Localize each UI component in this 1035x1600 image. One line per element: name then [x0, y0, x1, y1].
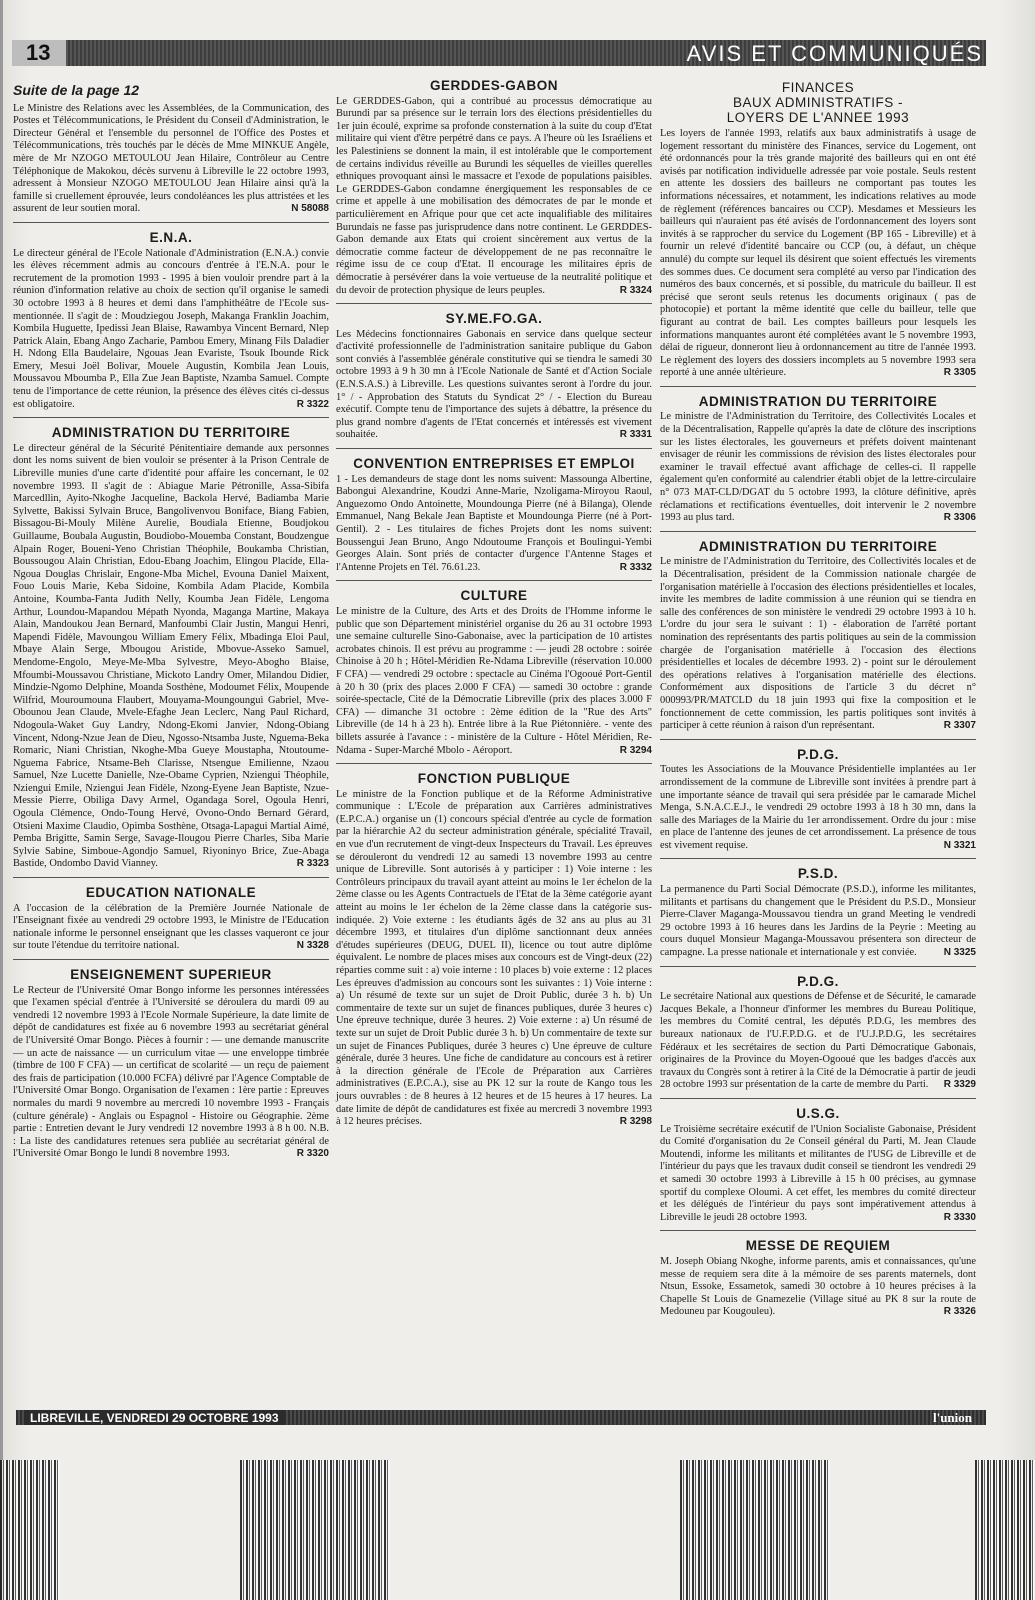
notice-title: E.N.A.: [149, 229, 193, 245]
notice: [336, 80, 652, 304]
notice-title: ENSEIGNEMENT SUPERIEUR: [70, 967, 272, 982]
notice-text: Le directeur général de l'Ecole Nationale d'Administration (E.N.A.) convie les élèves récemment admis au concours d'entrée à l'E.N.A. pour le recrutement de la promotion 1993 - 1995 à bien vouloir prendre part à la réunion d'information relative au choix de section qu'il organise le samedi 30 octobre 1993 à 8 heures et demi dans l'amphithéâtre de l'Ecole sus-mentionnée. Il s'agit de : Moudziegou Joseph, Makanga Franklin Joachim, Kombila Huguette, Ipedissi Jean Blaise, Rawambya Vincent Bernard, Nlep Patrick Alain, Ebang Ango Zacharie, Pambou Emery, Minang Fils Daladier H. Ndong Ella Baudelaire, Ngouas Jean Evariste, Tsouk Ibounde Rick Emery, Mesui Joël Bolivar, Mouele Augustin, Kombila Jean Louis, Moussavou Mboumba P., Ella Zue Jean Baptiste, Nzamba Samuel. Compte tenu de l'importance de cette réunion, la présence des élèves cités ci-dessus est obligatoire.: [13, 247, 329, 410]
notice-ref: R 3306: [943, 512, 976, 524]
notice-ref: R 3294: [619, 744, 652, 756]
notice-ref: R 3305: [943, 367, 976, 379]
notice-body: [660, 556, 976, 732]
scan-artifact: [240, 1460, 390, 1600]
notice-text: Les loyers de l'année 1993, relatifs aux baux administratifs à usage de logement ressortant du ministère des Finances, service du Logement, ont été ordonnancés pour la très grande majorité des bailleurs qui en ont été avisés par notification individuelle adressée par voie postale. Seuls restent en attente les dossiers des bailleurs ne comportant pas toutes les informations nécessaires, et notamment, les indications relatives au mode de règlement (références bancaires ou CCP). Mesdames et Messieurs les bailleurs qui n'auraient pas été avisés de l'ordonnancement des loyers sont invités à se rapprocher du service du Logement (BP 165 - Libreville) et à fournir un relevé d'identité bancaire ou CCP (ou, à défaut, un chèque annulé) du compte sur lequel ils désirent que soient effectués les virements des sommes dues. Ce document sera complété au verso par l'indication des numéros des baux concernés, et si possible, du matricule du bailleur. Il est précisé que seront seuls retenus les documents originaux ( pas de photocopie) et portant la même identité que celle du bailleur, telle que figurant au contrat de bail. Les comptes bailleurs pour lesquels les informations manquantes auront été complétées avant le 5 novembre 1993, délai de rigueur, donneront lieu à ordonnancement au titre de l'année 1993. Le règlement des loyers des dossiers incomplets au 5 novembre 1993 sera reporté à une année ultérieure.: [660, 128, 976, 379]
notice-text: Le ministre de la Culture, des Arts et des Droits de l'Homme informe le public que son Département ministériel organise du 26 au 31 octobre 1993 une semaine culturelle Sino-Gabonaise, avec la participation de 10 artistes acrobates chinois. Il est prévu au programme : — jeudi 28 octobre : soirée Chinoise à 20 h ; Hôtel-Méridien Re-Ndama Libreville (réservation 10.000 F CFA) — vendredi 29 octobre : spectacle au Cinéma l'Ogooué Port-Gentil à 20 h 30 (prix des places 2.000 F CFA) — samedi 30 octobre : grande soirée-spectacle, Cité de la Démocratie Libreville (prix des places 3.000 F CFA) — dimanche 31 octobre : 2ème édition de la "Rue des Arts" Libreville (de 14 h à 23 h). Entrée libre à la Rue Piétonnière. - vente des billets assurée à l'avance : - ministère de la Culture - Hôtel Méridien, Re-Ndama - Super-Marché Mbolo - Aéroport.: [336, 605, 652, 756]
notice-title: ADMINISTRATION DU TERRITOIRE: [698, 393, 938, 409]
notice: [660, 868, 976, 966]
notice-ref: R 3323: [296, 858, 329, 870]
notice: [660, 538, 976, 740]
notice-text: A l'occasion de la célébration de la Première Journée Nationale de l'Enseignant fixée au vendredi 29 octobre 1993, le Ministre de l'Education nationale informe le personnel enseignant que les classes vaqueront ce jour sur toute l'étendue du territoire national.: [13, 902, 329, 952]
notice-text: Le ministre de l'Administration du Territoire, des Collectivités Locales et de la Décentralisation, Rappelle qu'après la date de clôture des inscriptions sur les listes électorales, les gouverneurs et préfets doivent maintenant envisager de réunir les commissions de révision des listes électorales pour examiner le travail effectué avant affichage de celles-ci. Il rappelle également qu'en conformité au calendrier établi objet de la lettre-circulaire n° 073 MAT-CLD/DGAT du 5 octobre 1993, la clôture définitive, après réclamations et rectifications éventuelles, doit intervenir le 2 novembre 1993 au plus tard.: [660, 411, 976, 524]
page-number: 13: [12, 40, 66, 66]
notice-ref: N 3325: [943, 947, 976, 959]
notice-text: Les Médecins fonctionnaires Gabonais en service dans quelque secteur d'activité professionnelle de l'administration sanitaire publique du Gabon sont conviés à l'assemblée générale constitutive qui se tiendra le samedi 30 octobre 1993 à 9 h 30 mn à l'Ecole Nationale de Santé et d'Action Sociale (E.N.S.A.S.) à Libreville. Les questions suivantes seront à l'ordre du jour. 1° / - Approbation des Statuts du Syndicat 2° / - Election du Bureau exécutif. Compte tenu de l'importance des sujets à débattre, la présence du plus grand nombre d'agents de l'Etat concernés et intéressés est vivement souhaitée.: [336, 328, 652, 441]
notice: [13, 887, 329, 960]
notice-title: P.D.G.: [797, 746, 839, 762]
notice: [660, 393, 976, 532]
notice-text: La permanence du Parti Social Démocrate (P.S.D.), informe les militantes, militants et partisans du changement que le Président du P.S.D., Monsieur Pierre-Claver Maganga-Moussavou tiendra un grand Meeting le vendredi 29 octobre 1993 à 16 heures dans les Jardins de la Peyrie : Meeting au cours duquel Monsieur Maganga-Moussavou présentera son directeur de campagne. La presse nationale et internationale y est conviée.: [660, 884, 976, 959]
notice: [13, 427, 329, 878]
notice: [660, 80, 976, 387]
notice-title: Suite de la page 12: [13, 82, 140, 98]
notice-text: 1 - Les demandeurs de stage dont les noms suivent: Massounga Albertine, Babongui Alexandrine, Koudzi Anne-Marie, Nzoligama-Miroyou Raoul, Anguezomo Ondo Antoinette, Moundounga Pierre (né à Bilanga), Olende Emmanuel, Nang Bekale Jean Baptiste et Moundounga Pierre (né à Port-Gentil). 2 - Les titulaires de fiches Projets dont les noms suivent: Boussengui Jean Bruno, Ango Ndoutoume François et Boulingui-Yembi Georges Alain. Sont priés de contacter d'urgence l'Antenne Stages et l'Antenne Projets en Tél. 76.61.23.: [336, 473, 652, 573]
notice-title: MESSE DE REQUIEM: [745, 1238, 891, 1254]
notice-title: U.S.G.: [796, 1105, 840, 1121]
notice-ref: R 3307: [943, 720, 976, 732]
scan-artifact: [975, 1460, 1035, 1600]
notice-body: [13, 903, 329, 953]
notice-title: GERDDES-GABON: [429, 78, 558, 93]
notice-title: P.S.D.: [797, 866, 839, 882]
notice-body: [13, 985, 329, 1161]
scan-artifact: [680, 1460, 830, 1600]
notice-ref: R 3331: [619, 429, 652, 441]
notice-ref: R 3298: [619, 1116, 652, 1128]
notice: [13, 229, 329, 418]
notice: [336, 773, 652, 1135]
notice: [13, 84, 329, 223]
notice-ref: R 3329: [943, 1079, 976, 1091]
notice: [13, 969, 329, 1167]
notice-body: [660, 884, 976, 960]
notice: [660, 973, 976, 1099]
notice-text: Le directeur général de la Sécurité Pénitentiaire demande aux personnes dont les noms suivent de bien vouloir se présenter à la Prison Centrale de Libreville munies d'une carte d'identité pour affaire les concernant, le 02 novembre 1993. Il s'agit de : Abiague Marie Pétronille, Assa-Sibifa Marcedllin, Ayito-Nkoghe Jacqueline, Backola Hervé, Badiamba Marie Sylvette, Bakissi Sylvain Bruce, Bangolivenvou Boniface, Biang Fabien, Bissagou-Bi-Mouly Milène Aurelie, Boudiala Etienne, Boudjokou Guillaume, Boubala Augustin, Boudiobo-Mouemba Constant, Boudzengue Alpain Roger, Boueni-Yeno Christian Théophile, Boukamba Christian, Boussougou Alain Christian, Edou-Ebang Joachim, Elingou Placide, Ella-Ngoua Douglas Chrislair, Engone-Mba Michel, Evouna Daniel Maixent, Fouo Louis Marie, Keba Sidoine, Kombila Adam Placide, Kombila Antoine, Koumba-Fanta Judith Nelly, Koumba Jean Fidèle, Lengoma Arthur, Loundou-Mapandou Mépath Nyonda, Maganga Martine, Makaya Alain, Mandoukou Jean Bernard, Manfoumbi Clair Justin, Mangui Henri, Mapendi Fidèle, Mavoungou William Emery Félix, Mbadinga Eloi Paul, Mbaye Alain Serge, Mbougou Aristide, Mbovue-Asseko Samuel, Mendome-Engolo, Meye-Me-Mba Sylvestre, Meyo-Abogho Blaise, Mfoumbi-Moussavou Christiane, Mickoto Landry Omer, Milandou Didier, Mindzie-Ngomo Delphine, Moanda Sosthène, Modoumet Félix, Moupende Wilfrid, Mouroumouna Flaubert, Mouyama-Moungounguì Gabriel, Mve-Obounou Jean Claude, Mvele-Efaghe Jean Leclerc, Nang Paul Richard, Ndogoula-Waket Guy Landry, Ndong-Ekomi Janvier, Ndong-Obiang Vincent, Ndong-Nzue Jean de Dieu, Ngosso-Ntsamba Juste, Nguema-Beka Romaric, Niani Christian, Nkoghe-Mba Gueye Moustapha, Ntoutoume-Nguema Fabrice, Ntsame-Beh Clarisse, Ntsengue Emilienne, Nzaou Samuel, Nze Lucette Danielle, Nze-Obame Cyprien, Nziengui Théophile, Nziengui Emile, Nziengui Jean Fidèle, Nzong-Eyene Jean Baptiste, Nzue-Messie Pierre, Obiliga Davy Armel, Ogandaga Sorel, Ogoula Henri, Ogoula Clémence, Ondo-Toung Hervé, Ovono-Ondo Bernard Gérard, Otsieni Maxime Claudio, Opimba Sosthène, Otsaga-Lapagui Martial Aimé, Pemba Brigitte, Samin Serge, Savage-Ilougou Pierre Charles, Siba Marie Sylvie Sabine, Simboue-Agondjo Samuel, Riyoninyo Brice, Zue-Abaga Bastide, Ondombo David Vianney.: [13, 442, 329, 870]
notice-title: EDUCATION NATIONALE: [85, 885, 257, 901]
notice-text: Le Recteur de l'Université Omar Bongo informe les personnes intéressées que l'examen spécial d'entrée à l'Université se déroulera du mardi 09 au vendredi 12 novembre 1993 à l'Ecole Normale Supérieure, la date limite de dépôt de candidatures est fixée au 6 novembre 1993 au secrétariat général de l'Université Omar Bongo. Pièces à fournir : — une demande manuscrite — un acte de naissance — un curriculum vitae — une enveloppe timbrée (timbre de 100 F CFA) — un certificat de scolarité — un reçu de paiement des frais de participation (10.000 FCFA) délivré par l'Agence Comptable de l'Université Omar Bongo. Organisation de l'examen : 1ère partie : Epreuves normales du mardi 9 novembre au mercredi 10 novembre 1993 - Français (culture générale) - Anglais ou Espagnol - Histoire ou Géographie. 2ème partie : Entretien devant le Jury vendredi 12 novembre 1993 à 8 h 00. N.B. : La liste des candidatures retenues sera publiée au secrétariat général de l'Université Omar Bongo le lundi 8 novembre 1993.: [13, 984, 329, 1160]
notice-text: Le secrétaire National aux questions de Défense et de Sécurité, le camarade Jacques Bekale, a l'honneur d'informer les membres du Bureau Politique, les membres du Comité central, les députés P.D.G, les membres des bureaux nationaux de l'U.F.P.D.G. et de l'U.J.P.D.G, les secrétaires Fédéraux et les secrétaires de section du Parti Démocratique Gabonais, originaires de la Province du Moyen-Ogooué que les badges d'accès aux travaux du Congrès sont à retirer à la Cité de la Démocratie à partir de jeudi 28 octobre 1993 sur présentation de la carte de membre du Parti.: [660, 991, 976, 1091]
notice-ref: R 3330: [943, 1211, 976, 1223]
notice: [336, 313, 652, 449]
notice-ref: R 3322: [296, 398, 329, 410]
notice-title: FONCTION PUBLIQUE: [417, 771, 571, 787]
notice-body: [13, 103, 329, 216]
notice-body: [660, 411, 976, 524]
notice: [336, 590, 652, 764]
notice-body: [336, 789, 652, 1129]
notice-body: [660, 128, 976, 380]
notice-ref: N 58088: [291, 203, 329, 215]
notice-text: Le ministre de l'Administration du Territoire, des Collectivités locales et de la Décentralisation, président de la Commission nationale chargée de l'organisation matérielle à l'occasion des élections présidentielles et locales, invite les membres de ladite commission à une réunion qui se tiendra en salle des conférences de son ministère le vendredi 29 octobre 1993 à 10 h. L'ordre du jour sera le suivant : 1) - élaboration de l'arrêté portant nomination des représentants des partis politiques au sein de la commission chargée de l'organisation matérielle à l'occasion des élections présidentielles et locales de décembre 1993. 2) - point sur le déroulement des opérations relatives à l'organisation matérielle des élections. Conformément aux dispositions de l'article 3 du décret n° 000993/PR/MATCLD du 18 juin 1993 qui fixe la composition et le fonctionnement de cette commission, les partis politiques sont invités à participer à cette réunion à raison d'un représentant.: [660, 556, 976, 732]
notice-body: [660, 991, 976, 1092]
notice-body: [660, 764, 976, 852]
notice-title: SY.ME.FO.GA.: [445, 311, 543, 327]
page-edge: [0, 0, 3, 1600]
notice-title: CONVENTION ENTREPRISES ET EMPLOI: [353, 456, 635, 472]
notice-body: [13, 248, 329, 412]
notice: [660, 746, 976, 860]
notice-title: ADMINISTRATION DU TERRITOIRE: [51, 425, 291, 441]
column-3: [660, 80, 976, 1334]
dateline: LIBREVILLE, VENDREDI 29 OCTOBRE 1993: [24, 1410, 285, 1425]
notice-ref: N 3321: [943, 839, 976, 851]
notice-body: [336, 474, 652, 575]
notice-text: Le ministre de la Fonction publique et de la Réforme Administrative communique : L'Ecole de préparation aux Carrières administratives (E.P.C.A.) organise un (1) concours spécial d'entrée au cycle de formation par la hiérarchie A2 du secteur administration générale, spécialité Travail, en vue d'un recrutement de vingt-deux Inspecteurs du Travail. Les épreuves se dérouleront du vendredi 12 au samedi 13 novembre 1993 au centre unique de Libreville. Sont autorisés à y participer : 1) Voie interne : les Contrôleurs principaux du travail ayant atteint au moins le 1er échelon de la 2ème classe ou les Agents Contractuels de l'Etat de la 3ème catégorie ayant atteint au moins le 1er échelon de la 2ème classe dans la catégorie sus-indiquée. 2) Voie externe : les étudiants âgés de 32 ans au plus au 31 décembre 1993, et titulaires d'un diplôme sanctionnant deux années d'études supérieures (DEUG, DUEL II), licence ou tout autre diplôme équivalent. Le nombre de places mises aux concours est de Vingt-deux (22) réparties comme suit : a) voie interne : 10 places b) voie externe : 12 places Les épreuves d'admission au concours sont les suivantes : 1) Voie interne : a) Un résumé de texte sur un sujet de Droit Public, durée 3 h. b) Un commentaire de texte sur un sujet de finances publiques, durée 3 heures c) Une épreuve technique, durée 3 heures. 2) Voie externe : a) Un résumé de texte sur un sujet de Droit Public durée 3 h. b) Un commentaire de texte sur un sujet de Finances Publiques, durée 3 heures c) Une épreuve de culture générale, durée 3 heures. Une fiche de candidature au concours est à retirer à la direction générale de l'Ecole de Préparation aux Carrières administratives (E.P.C.A.), sise au PK 12 sur la route de Kango tous les jours ouvrables : de 8 heures à 12 heures et de 15 heures à 17 heures. La date limite de dépôt de candidatures est fixée au mercredi 3 novembre 1993 à 12 heures précises.: [336, 788, 652, 1128]
notice-text: Toutes les Associations de la Mouvance Présidentielle implantées au 1er arrondissement de la commune de Libreville sont invitées à prendre part à une importante séance de travail qui sera présidée par le camarade Michel Menga, S.N.A.C.E.J., le vendredi 29 octobre 1993 à 18 h 30 mn, dans la salle des Mariages de la Mairie du 1er arrondissement. Ordre du jour : mise en place de l'antenne des jeunes de cet arrondissement. La présence de tous est vivement requise.: [660, 764, 976, 851]
notice-text: Le Troisième secrétaire exécutif de l'Union Socialiste Gabonaise, Président du Comité d'organisation du 2e Conseil général du Parti, M. Jean Claude Moutendi, informe les militants et militantes de l'USG de Libreville et de l'intérieur du pays que les travaux dudit conseil se tiendront les vendredi 29 et samedi 30 octobre 1993 à Libreville à 15 h 00 précises, au gymnase sportif du complexe Oloumi. A cet effet, les membres du comité directeur et les délégués de l'intérieur du pays sont impérativement attendus à Libreville le jeudi 28 octobre 1993.: [660, 1123, 976, 1223]
notice: [336, 458, 652, 581]
notice-text: M. Joseph Obiang Nkoghe, informe parents, amis et connaissances, qu'une messe de requiem sera dite à la mémoire de ses parents maternels, dont Ntsun, Essoke, Essametok, samedi 30 octobre à 10 heures précises à la Chapelle St Louis de Gnamezelie (Village situé au PK 8 sur la route de Medouneu par Kougouleu).: [660, 1255, 976, 1318]
notice-body: [336, 329, 652, 442]
notice-ref: R 3324: [619, 284, 652, 296]
column-2: [336, 80, 652, 1144]
notice-ref: R 3326: [943, 1306, 976, 1318]
notice-ref: R 3320: [296, 1148, 329, 1160]
notice: [660, 1240, 976, 1325]
section-title: AVIS ET COMMUNIQUÉS: [686, 41, 983, 66]
notice-body: [660, 1124, 976, 1225]
footer-bar: [16, 1410, 986, 1425]
notice-title: ADMINISTRATION DU TERRITOIRE: [698, 538, 938, 554]
notice-ref: R 3332: [619, 561, 652, 573]
scan-artifact: [0, 1460, 60, 1600]
notice-title: P.D.G.: [797, 973, 839, 989]
column-1: [13, 80, 329, 1176]
notice-title: CULTURE: [460, 588, 528, 604]
notice-ref: N 3328: [296, 940, 329, 952]
notice-text: Le Ministre des Relations avec les Assemblées, de la Communication, des Postes et Télécommunications, le Président du Conseil d'Administration, le Directeur Général et l'ensemble du personnel de l'Office des Postes et Télécommunications, très touchés par le décès de Mme MINKUE Angèle, mère de Mr NZOGO METOULOU Jean Hilaire, Contrôleur au Centre Téléphonique de Makokou, décès survenu à Libreville le 22 octobre 1993, adressent à Monsieur NZOGO METOULOU Jean Hilaire ainsi qu'à la famille si cruellement éprouvée, leurs condoléances les plus attristées et les assurent de leur soutien moral.: [13, 102, 329, 215]
notice: [660, 1105, 976, 1231]
masthead: l'union: [932, 1410, 972, 1425]
notice-title: FINANCES BAUX ADMINISTRATIFS - LOYERS DE L'ANNEE 1993: [726, 80, 910, 125]
notice-body: [13, 443, 329, 871]
notice-body: [660, 1256, 976, 1319]
notice-text: Le GERDDES-Gabon, qui a contribué au processus démocratique au Burundi par sa présence sur le terrain lors des élections présidentielles du 1er juin écoulé, exprime sa profonde consternation à la suite du coup d'Etat militaire qui vient d'être perpétré dans ce pays. A l'heure où les Israéliens et les Palestiniens se donnent la main, il est intolérable que le comportement de certains individus réveille au Burundi les séquelles de vieilles querelles ethniques provoquant ainsi le massacre et l'exode de populations paisibles. Le GERDDES-Gabon condamne énergiquement les responsables de ce crime et appelle à une mobilisation des démocrates de par le monde et particulièrement en Afrique pour que cet acte inqualifiable des militaires Burundais ne fasse pas jurisprudence dans notre continent. Le GERDDES-Gabon demande aux Etats qui croient sincèrement aux vertus de la démocratie comme facteur de développement de ne pas reconnaître le régime issu de ce coup d'Etat. Il encourage les militaires épris de démocratie à persévérer dans la voie vertueuse de la neutralité politique et du devoir de protection physique de leurs peuples.: [336, 95, 652, 296]
notice-body: [336, 606, 652, 757]
notice-body: [336, 96, 652, 298]
